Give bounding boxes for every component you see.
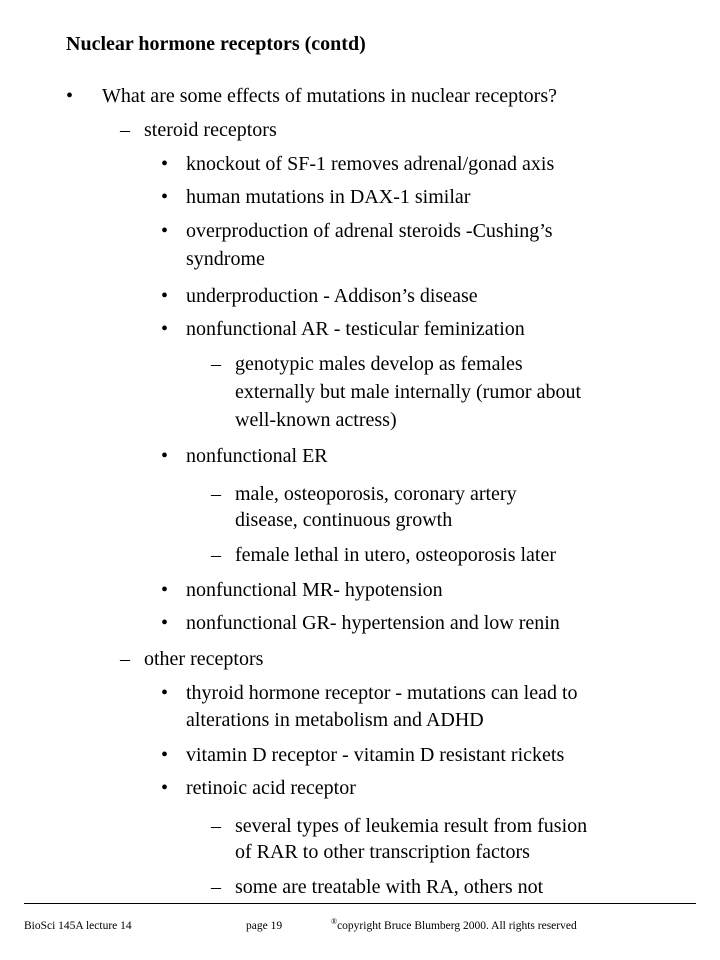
list-item: underproduction - Addison’s disease [186, 285, 478, 307]
footer-page: page 19 [246, 920, 283, 932]
bullet-icon: • [161, 744, 169, 766]
footer-copyright-text: copyright Bruce Blumberg 2000. All rights reserved [337, 920, 577, 932]
dash-icon: – [211, 815, 221, 837]
list-item: human mutations in DAX-1 similar [186, 186, 471, 208]
bullet-icon: • [161, 318, 169, 340]
sub-item: female lethal in utero, osteoporosis later [235, 544, 557, 566]
dash-icon: – [211, 876, 221, 898]
dash-icon: – [211, 353, 221, 375]
sub-item-continuation: externally but male internally (rumor about [235, 381, 581, 403]
bullet-icon: • [161, 445, 169, 467]
footer-copyright [331, 919, 577, 933]
dash-icon: – [120, 648, 130, 670]
list-item: nonfunctional GR- hypertension and low renin [186, 612, 560, 634]
list-item: nonfunctional MR- hypotension [186, 579, 443, 601]
bullet-icon: • [161, 186, 169, 208]
list-item-continuation: alterations in metabolism and ADHD [186, 709, 484, 731]
list-item: knockout of SF-1 removes adrenal/gonad axis [186, 153, 555, 175]
bullet-icon: • [161, 612, 169, 634]
bullet-icon: • [161, 153, 169, 175]
dash-icon: – [120, 119, 130, 141]
sub-item-continuation: well-known actress) [235, 409, 397, 431]
footer-divider [24, 903, 696, 904]
bullet-icon: • [161, 220, 169, 242]
other-heading: other receptors [144, 648, 264, 670]
sub-item: genotypic males develop as females [235, 353, 523, 375]
bullet-icon: • [161, 285, 169, 307]
footer-course: BioSci 145A lecture 14 [24, 920, 132, 932]
dash-icon: – [211, 483, 221, 505]
dash-icon: – [211, 544, 221, 566]
list-item: overproduction of adrenal steroids -Cushing’s [186, 220, 553, 242]
steroid-heading: steroid receptors [144, 119, 277, 141]
bullet-icon: • [161, 682, 169, 704]
sub-item: several types of leukemia result from fusion [235, 815, 588, 837]
registered-icon: ® [331, 917, 338, 927]
page-title: Nuclear hormone receptors (contd) [66, 33, 366, 55]
list-item: nonfunctional ER [186, 445, 328, 467]
sub-item-continuation: disease, continuous growth [235, 509, 453, 531]
sub-item: some are treatable with RA, others not [235, 876, 544, 898]
bullet-icon: • [161, 579, 169, 601]
list-item: vitamin D receptor - vitamin D resistant rickets [186, 744, 565, 766]
question-text: What are some effects of mutations in nuclear receptors? [102, 85, 557, 107]
sub-item: male, osteoporosis, coronary artery [235, 483, 517, 505]
list-item: thyroid hormone receptor - mutations can lead to [186, 682, 578, 704]
list-item: nonfunctional AR - testicular feminization [186, 318, 525, 340]
sub-item-continuation: of RAR to other transcription factors [235, 841, 530, 863]
bullet-icon: • [66, 85, 74, 107]
list-item: retinoic acid receptor [186, 777, 356, 799]
list-item-continuation: syndrome [186, 248, 265, 270]
bullet-icon: • [161, 777, 169, 799]
